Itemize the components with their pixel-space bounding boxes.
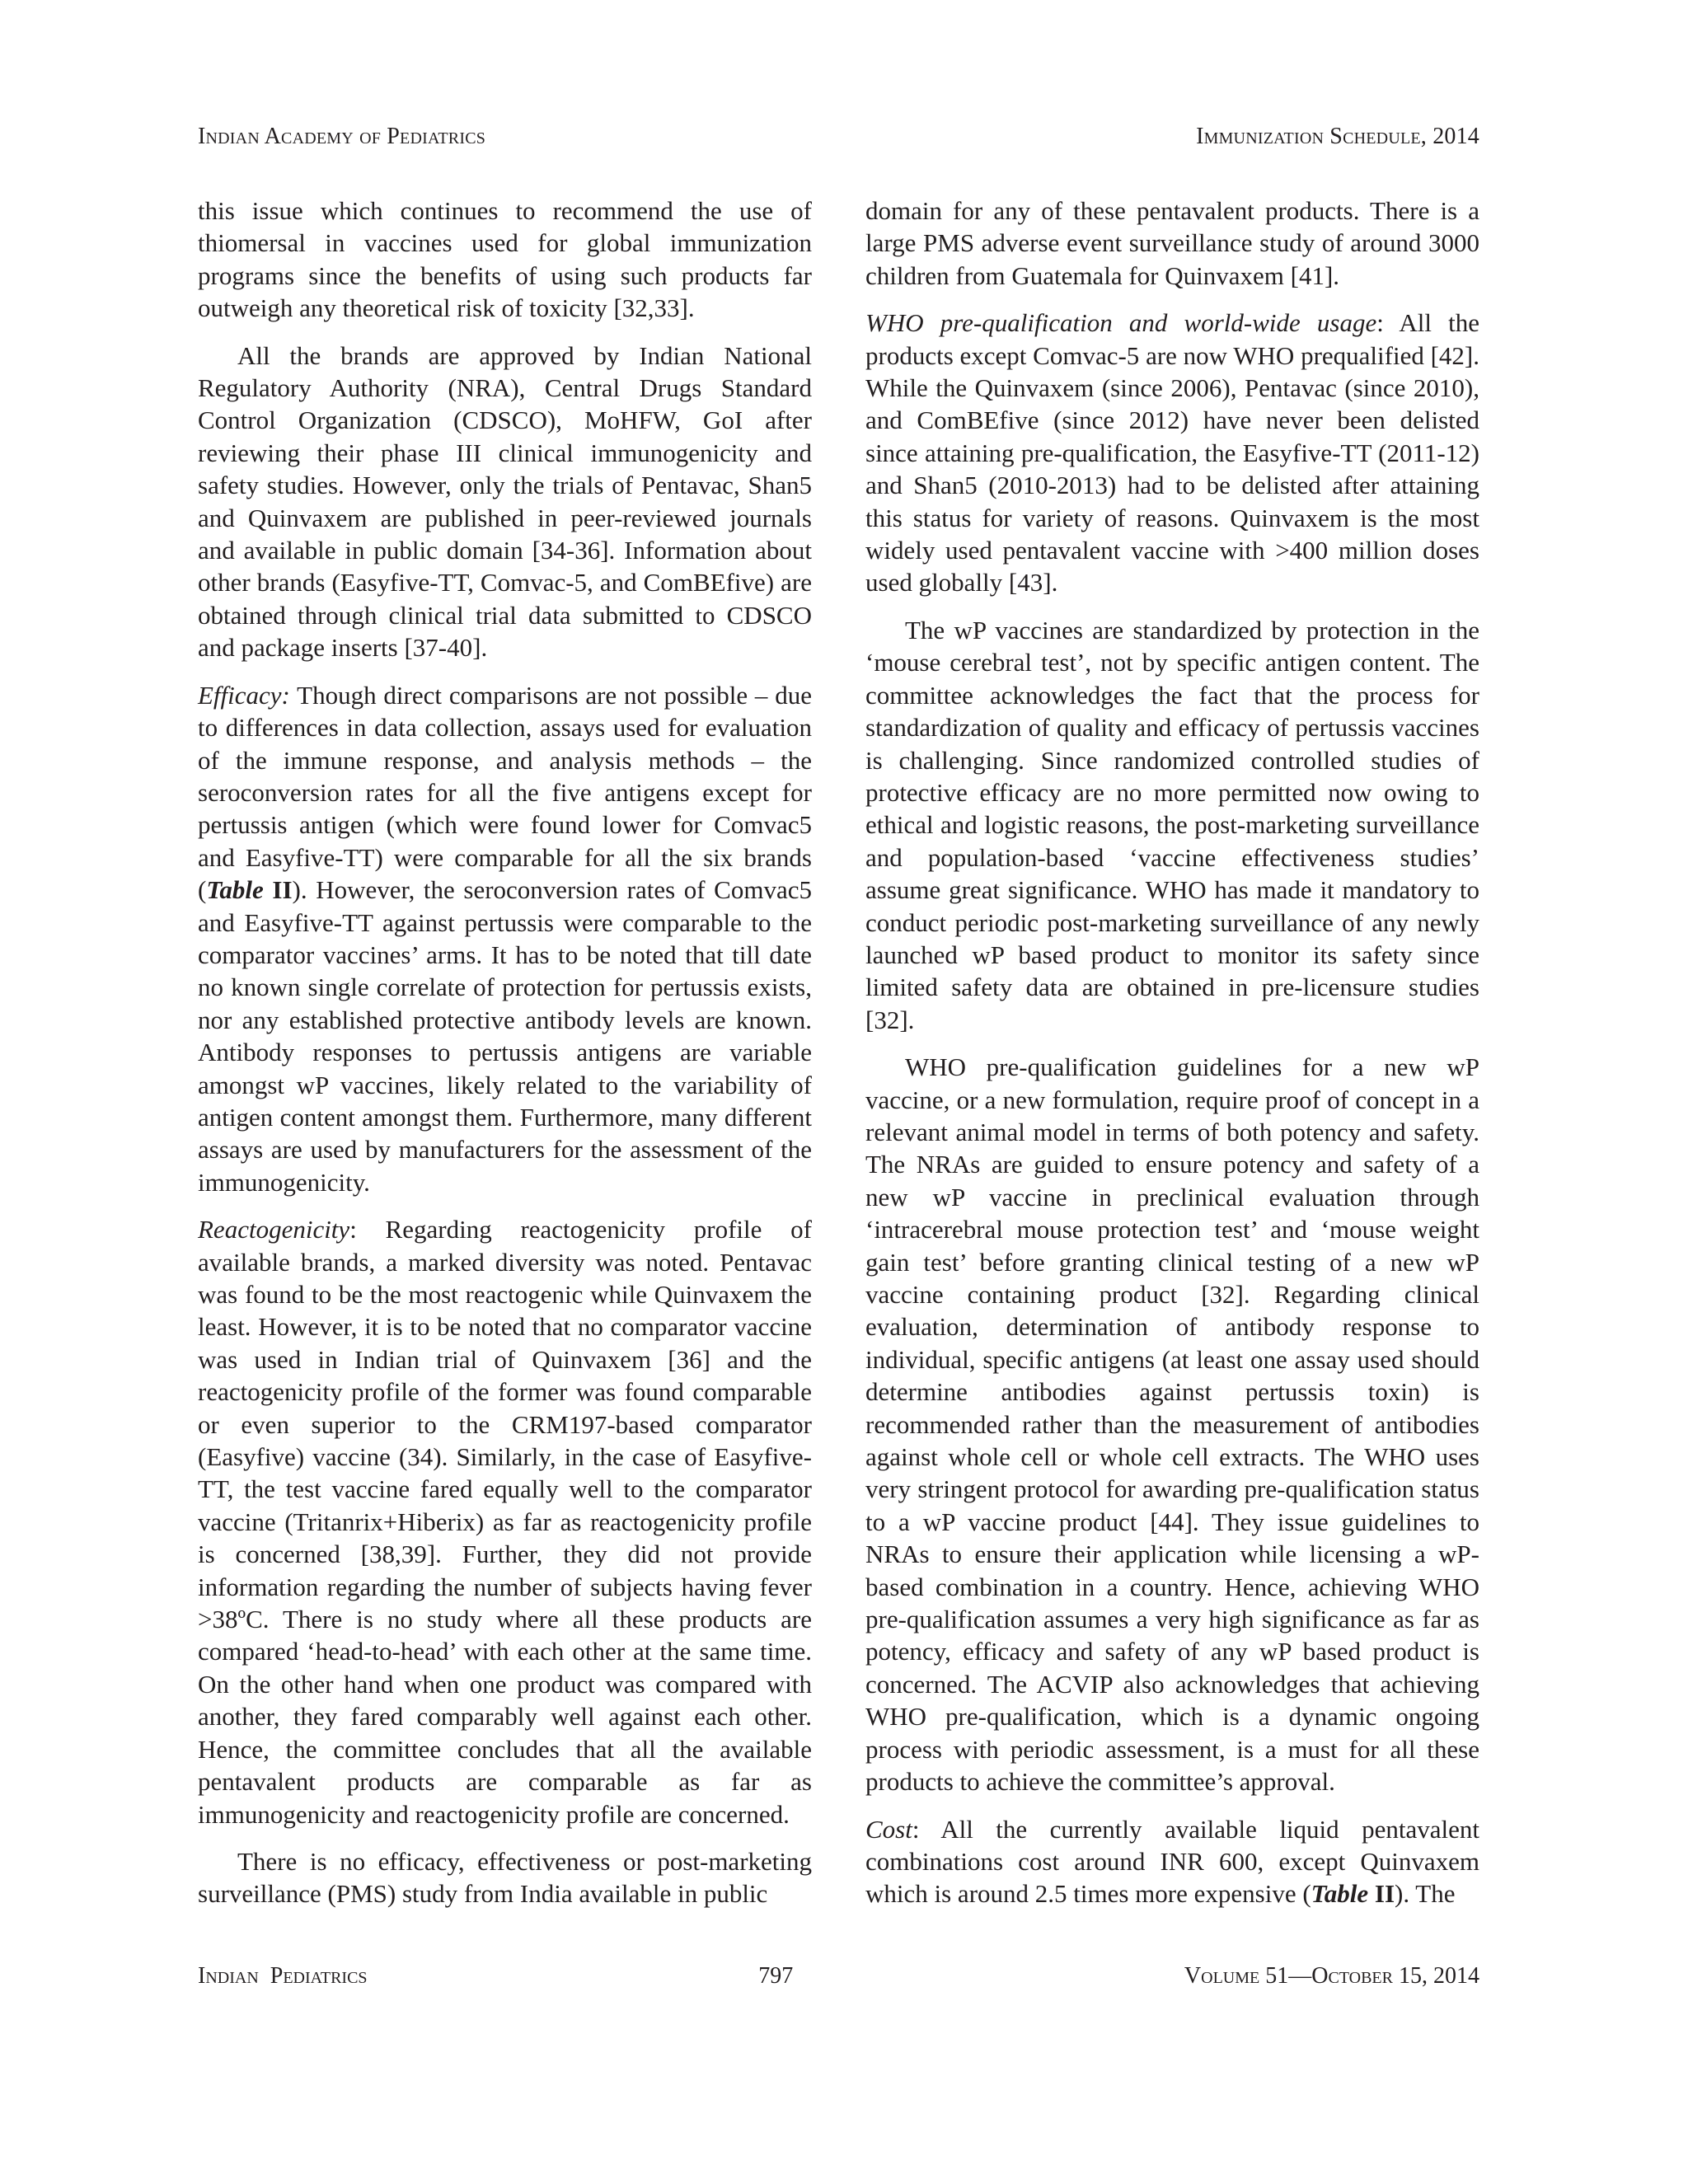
reactogenicity-paragraph: [198, 1213, 812, 1830]
paragraph-text: : All the products except Comvac-5 are now WHO prequalified [42]. While the Quinvaxem (since 2006), Pentavac (since 2010), and ComBEfive (since 2012) have never been delisted since attaining pre-qualification, the Easyfive-TT (2011-12) and Shan5 (2010-2013) had to be delisted after attaining this status for variety of reasons. Quinvaxem is the most widely used pentavalent vaccine with >400 million doses used globally [43].: [865, 308, 1479, 598]
paragraph: There is no efficacy, effectiveness or post-marketing surveillance (PMS) study from India available in public: [198, 1846, 812, 1909]
paragraph-text: : Regarding reactogenicity profile of available brands, a marked diversity was noted. Pentavac was found to be the most reactogenic while Quinvaxem the least. However, it is to be noted that no comparator vaccine was used in Indian trial of Quinvaxem [36] and the reactogenicity profile of the former was found comparable or even superior to the CRM197-based comparator (Easyfive) vaccine (34). Similarly, in the case of Easyfive-TT, the test vaccine fared equally well to the comparator vaccine (Tritanrix+Hiberix) as far as reactogenicity profile is concerned [38,39]. Further, they did not provide information regarding the number of subjects having fever >38ºC. There is no study where all these products are compared ‘head-to-head’ with each other at the same time. On the other hand when one product was compared with another, they fared comparably well against each other. Hence, the committee concludes that all the available pentavalent products are comparable as far as immunogenicity and reactogenicity profile are concerned.: [198, 1215, 812, 1829]
paragraph-text: ). The: [1395, 1879, 1456, 1909]
cost-heading: Cost: [865, 1814, 912, 1844]
paragraph-text: : All the currently available liquid pentavalent combinations cost around INR 600, except Quinvaxem which is around 2.5 times more expensive (: [865, 1814, 1479, 1909]
page-footer: [198, 1961, 1479, 1991]
left-column: [198, 194, 812, 1925]
running-head-left: Indian Academy of Pediatrics: [198, 124, 486, 149]
table-reference: [206, 875, 292, 904]
running-head: [198, 122, 1479, 152]
paragraph-text: ). However, the seroconversion rates of Comvac5 and Easyfive-TT against pertussis were comparable to the comparator vaccines’ arms. It has to be noted that till date no known single correlate of protection for pertussis exists, nor any established protective antibody levels are known. Antibody responses to pertussis antigens are variable amongst wP vaccines, likely related to the variability of antigen content amongst them. Furthermore, many different assays are used by manufacturers for the assessment of the immunogenicity.: [198, 875, 812, 1197]
running-head-right: Immunization Schedule, 2014: [1196, 124, 1479, 149]
page-number: 797: [758, 1963, 794, 1989]
paragraph: All the brands are approved by Indian National Regulatory Authority (NRA), Central Drugs Standard Control Organization (CDSCO), MoHFW, GoI after reviewing their phase III clinical immunogenicity and safety studies. However, only the trials of Pentavac, Shan5 and Quinvaxem are published in peer-reviewed journals and available in public domain [34-36]. Information about other brands (Easyfive-TT, Comvac-5, and ComBEfive) are obtained through clinical trial data submitted to CDSCO and package inserts [37-40].: [198, 340, 812, 663]
table-number: II: [1368, 1879, 1395, 1909]
table-reference: [1311, 1879, 1395, 1908]
paragraph: The wP vaccines are standardized by protection in the ‘mouse cerebral test’, not by specific antigen content. The committee acknowledges the fact that the process for standardization of quality and efficacy of pertussis vaccines is challenging. Since randomized controlled studies of protective efficacy are no more permitted now owing to ethical and logistic reasons, the post-marketing surveillance and population-based ‘vaccine effectiveness studies’ assume great significance. WHO has made it mandatory to conduct periodic post-marketing surveillance of any newly launched wP based product to monitor its safety since limited safety data are obtained in pre-licensure studies [32].: [865, 615, 1479, 1034]
table-word: Table: [206, 875, 264, 905]
cost-paragraph: [865, 1813, 1479, 1910]
table-word: Table: [1311, 1879, 1369, 1909]
who-prequalification-paragraph: [865, 307, 1479, 599]
efficacy-paragraph: [198, 679, 812, 1199]
footer-volume-date: Volume 51—October 15, 2014: [1184, 1963, 1479, 1989]
footer-journal-name: Indian Pediatrics: [198, 1963, 368, 1989]
efficacy-heading: Efficacy:: [198, 680, 290, 710]
reactogenicity-heading: Reactogenicity: [198, 1215, 350, 1244]
who-prequalification-heading: WHO pre-qualification and world-wide usage: [865, 308, 1377, 338]
paragraph: this issue which continues to recommend the use of thiomersal in vaccines used for global immunization programs since the benefits of using such products far outweigh any theoretical risk of toxicity [32,33].: [198, 196, 812, 323]
table-number: II: [263, 875, 293, 905]
right-column: [865, 194, 1479, 1925]
paragraph-text: Though direct comparisons are not possible – due to differences in data collection, assays used for evaluation of the immune response, and analysis methods – the seroconversion rates for all the five antigens except for pertussis antigen (which were found lower for Comvac5 and Easyfive-TT) were comparable for all the six brands (: [198, 680, 812, 905]
paragraph: WHO pre-qualification guidelines for a new wP vaccine, or a new formulation, require proof of concept in a relevant animal model in terms of both potency and safety. The NRAs are guided to ensure potency and safety of a new wP vaccine in preclinical evaluation through ‘intracerebral mouse protection test’ and ‘mouse weight gain test’ before granting clinical testing of a new wP vaccine containing product [32]. Regarding clinical evaluation, determination of antibody response to individual, specific antigens (at least one assay used should determine antibodies against pertussis toxin) is recommended rather than the measurement of antibodies against whole cell or whole cell extracts. The WHO uses very stringent protocol for awarding pre-qualification status to a wP vaccine product [44]. They issue guidelines to NRAs to ensure their application while licensing a wP-based combination in a country. Hence, achieving WHO pre-qualification assumes a very high significance as far as potency, efficacy and safety of any wP based product is concerned. The ACVIP also acknowledges that achieving WHO pre-qualification, which is a dynamic ongoing process with periodic assessment, is a must for all these products to achieve the committee’s approval.: [865, 1052, 1479, 1797]
paragraph: domain for any of these pentavalent products. There is a large PMS adverse event surveillance study of around 3000 children from Guatemala for Quinvaxem [41].: [865, 196, 1479, 290]
